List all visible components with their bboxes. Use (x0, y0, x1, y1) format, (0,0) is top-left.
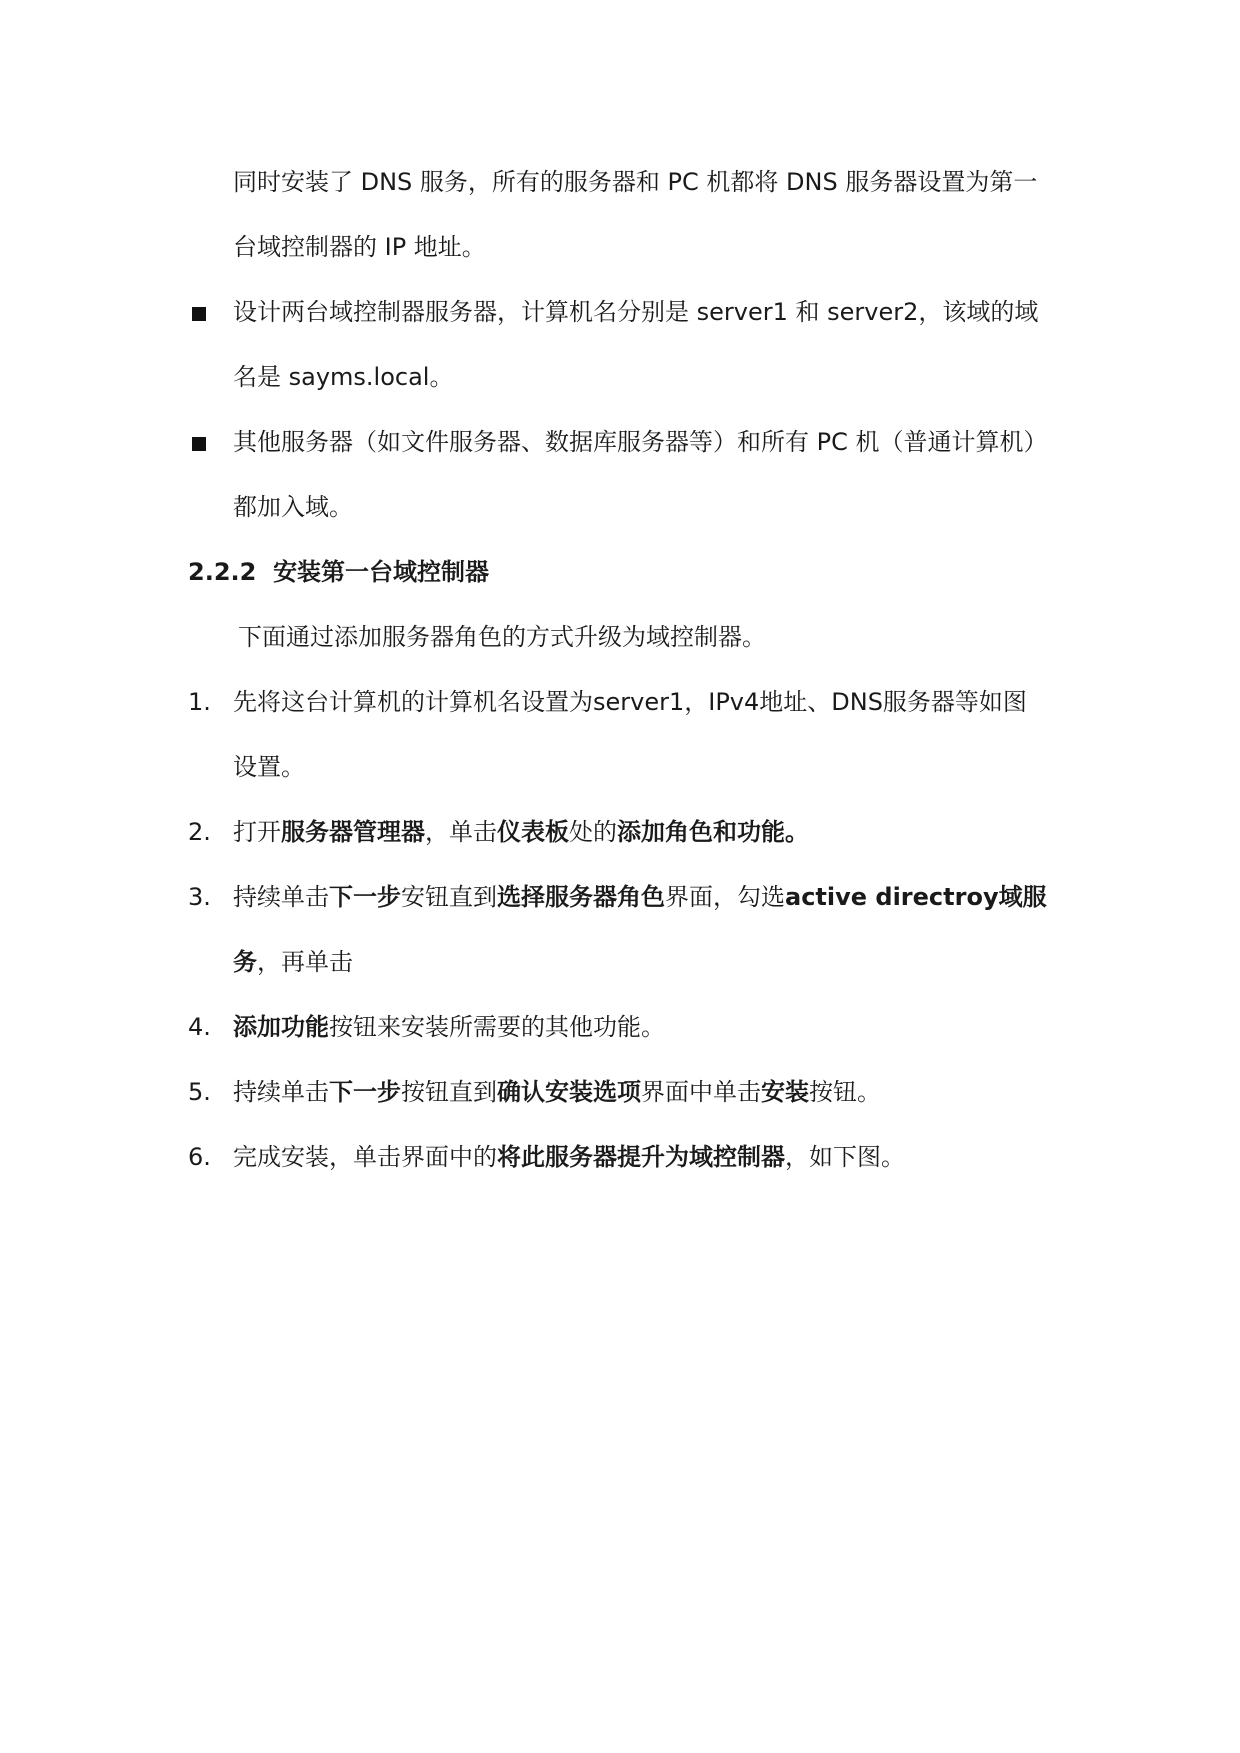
step-5-bold-install: 安装 (761, 1078, 809, 1106)
step-5-text (233, 1075, 1113, 1109)
step-3-text-part: 界面，勾选 (665, 883, 785, 911)
section-heading (188, 555, 489, 589)
step-6-text-part: ，如下图。 (785, 1143, 905, 1171)
step-2-number: 2. (188, 818, 211, 846)
step-6-number: 6. (188, 1143, 211, 1171)
step-3-bold-select-role: 选择服务器角色 (497, 883, 665, 911)
step-5-bold-confirm: 确认安装选项 (497, 1078, 641, 1106)
step-5-text-part: 按钮。 (809, 1078, 881, 1106)
step-2-bold-dashboard: 仪表板 (497, 818, 569, 846)
step-2-text-part: 打开 (233, 818, 281, 846)
step-6-text-part: 完成安装，单击界面中的 (233, 1143, 497, 1171)
step-4-text (233, 1010, 1113, 1044)
step-3-line-2 (233, 945, 1113, 979)
step-2-text-part: 处的 (569, 818, 617, 846)
step-3-text-part: ，再单击 (257, 948, 353, 976)
intro-line-2: 台域控制器的 IP 地址。 (233, 233, 486, 261)
step-3-line-1 (233, 880, 1113, 914)
step-3-bold-next: 下一步 (329, 883, 401, 911)
step-5-number: 5. (188, 1078, 211, 1106)
step-2-bold-server-manager: 服务器管理器 (281, 818, 425, 846)
step-3-text-part: 安钮直到 (401, 883, 497, 911)
step-5-bold-next: 下一步 (329, 1078, 401, 1106)
step-3-number: 3. (188, 883, 211, 911)
step-6-text (233, 1140, 1113, 1174)
step-5-text-part: 界面中单击 (641, 1078, 761, 1106)
bullet-1-line-1: 设计两台域控制器服务器，计算机名分别是 server1 和 server2，该域的域 (233, 298, 1039, 326)
intro-line-1: 同时安装了 DNS 服务，所有的服务器和 PC 机都将 DNS 服务器设置为第一 (233, 168, 1038, 196)
step-1-number: 1. (188, 688, 211, 716)
step-4-text-part: 按钮来安装所需要的其他功能。 (329, 1013, 665, 1041)
bullet-2-line-2: 都加入域。 (233, 493, 353, 521)
step-1-line-1: 先将这台计算机的计算机名设置为server1，IPv4地址、DNS服务器等如图 (233, 688, 1027, 716)
bullet-1-line-2: 名是 sayms.local。 (233, 363, 454, 391)
step-6-bold-promote: 将此服务器提升为域控制器 (497, 1143, 785, 1171)
step-3-text-part: 持续单击 (233, 883, 329, 911)
step-2-bold-add-roles: 添加角色和功能。 (617, 818, 809, 846)
step-3-bold-service-end: 务 (233, 948, 257, 976)
step-3-bold-ad-service: active directroy域服 (785, 883, 1047, 911)
step-2-text-part: ，单击 (425, 818, 497, 846)
section-number: 2.2.2 (188, 558, 257, 586)
step-4-bold-add-features: 添加功能 (233, 1013, 329, 1041)
step-1-line-2: 设置。 (233, 753, 305, 781)
step-5-text-part: 持续单击 (233, 1078, 329, 1106)
bullet-2-line-1: 其他服务器（如文件服务器、数据库服务器等）和所有 PC 机（普通计算机） (233, 428, 1048, 456)
step-2-text (233, 815, 1113, 849)
step-4-number: 4. (188, 1013, 211, 1041)
section-title: 安装第一台域控制器 (273, 558, 490, 586)
section-intro: 下面通过添加服务器角色的方式升级为域控制器。 (238, 623, 766, 651)
bullet-square-icon (192, 437, 206, 451)
step-5-text-part: 按钮直到 (401, 1078, 497, 1106)
bullet-square-icon (192, 307, 206, 321)
